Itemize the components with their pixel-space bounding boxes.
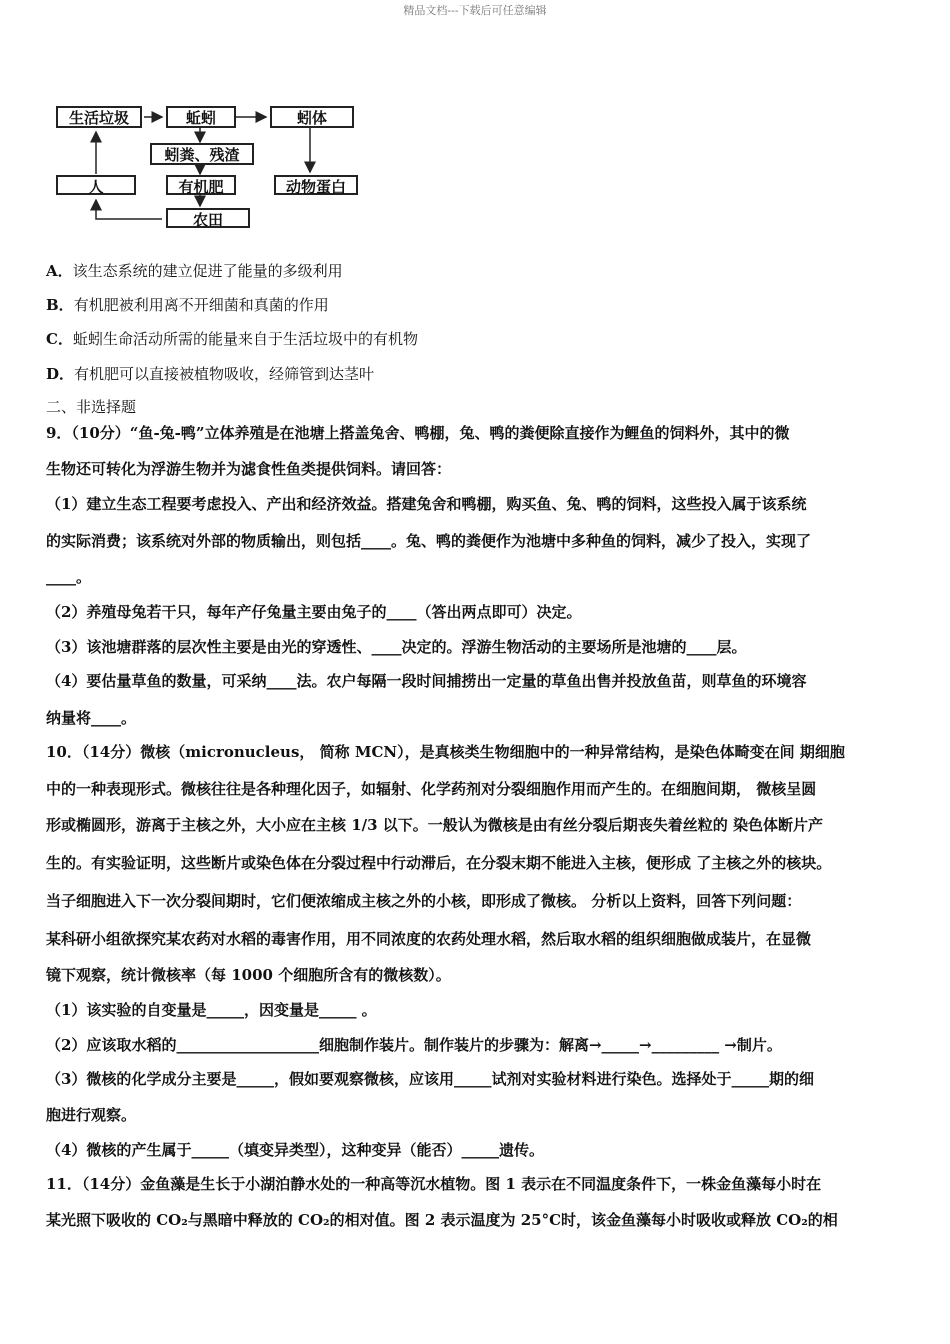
box-garbage: 生活垃圾 — [56, 106, 142, 128]
q9-line-4: 的实际消费；该系统对外部的物质输出，则包括____。兔、鸭的粪便作为池塘中多种鱼的饲料，减少了投入，实现了 — [46, 532, 812, 550]
q10-line-10: （3）微核的化学成分主要是_____，假如要观察微核，应该用_____试剂对实验材料进行染色。选择处于_____期的细 — [46, 1070, 814, 1088]
box-fertilizer: 有机肥 — [166, 175, 236, 195]
box-animal-protein: 动物蛋白 — [274, 175, 358, 195]
q9-line-9: 纳量将____。 — [46, 709, 137, 727]
box-worm-dung: 蚓粪、残渣 — [150, 143, 254, 165]
option-b — [46, 295, 916, 315]
option-b-text: 有机肥被利用离不开细菌和真菌的作用 — [73, 296, 329, 314]
flow-diagram — [52, 100, 372, 235]
option-a — [46, 261, 916, 281]
q11-line-1: 11．（14分）金鱼藻是生长于小湖泊静水处的一种高等沉水植物。图 1 表示在不同温度条件下，一株金鱼藻每小时在 — [46, 1175, 822, 1193]
box-earthworm: 蚯蚓 — [166, 106, 236, 128]
option-d — [46, 364, 916, 384]
q11-line-2: 某光照下吸收的 CO₂与黑暗中释放的 CO₂的相对值。图 2 表示温度为 25°C时，该金鱼藻每小时吸收或释放 CO₂的相 — [46, 1211, 838, 1229]
q10-line-11: 胞进行观察。 — [46, 1106, 137, 1124]
q10-line-9: （2）应该取水稻的___________________细胞制作装片。制作装片的步骤为：解离→_____→_________ →制片。 — [46, 1036, 782, 1054]
box-person: 人 — [56, 175, 136, 195]
q10-line-2: 中的一种表现形式。微核往往是各种理化因子，如辐射、化学药剂对分裂细胞作用而产生的。在细胞间期， 微核呈圆 — [46, 780, 817, 798]
section-heading: 二、非选择题 — [46, 398, 137, 416]
q9-line-3: （1）建立生态工程要考虑投入、产出和经济效益。搭建兔舍和鸭棚，购买鱼、兔、鸭的饲料，这些投入属于该系统 — [46, 495, 807, 513]
q10-line-3: 形或椭圆形，游离于主核之外，大小应在主核 1/3 以下。一般认为微核是由有丝分裂后期丧失着丝粒的 染色体断片产 — [46, 816, 824, 834]
option-b-label: B． — [46, 296, 74, 314]
q9-line-8: （4）要估量草鱼的数量，可采纳____法。农户每隔一段时间捕捞出一定量的草鱼出售并投放鱼苗，则草鱼的环境容 — [46, 672, 807, 690]
option-a-text: 该生态系统的建立促进了能量的多级利用 — [72, 262, 343, 280]
q10-line-12: （4）微核的产生属于_____（填变异类型），这种变异（能否）_____遗传。 — [46, 1141, 544, 1159]
box-worm-body: 蚓体 — [270, 106, 354, 128]
box-farmland: 农田 — [166, 208, 250, 228]
q10-line-5: 当子细胞进入下一次分裂间期时，它们便浓缩成主核之外的小核，即形成了微核。 分析以上资料，回答下列问题： — [46, 892, 802, 910]
q10-line-4: 生的。有实验证明，这些断片或染色体在分裂过程中行动滞后，在分裂末期不能进入主核，便形成 了主核之外的核块。 — [46, 854, 832, 872]
option-c — [46, 329, 916, 349]
option-c-text: 蚯蚓生命活动所需的能量来自于生活垃圾中的有机物 — [72, 330, 418, 348]
q10-line-7: 镜下观察，统计微核率（每 1000 个细胞所含有的微核数）。 — [46, 966, 451, 984]
option-d-text: 有机肥可以直接被植物吸收，经筛管到达茎叶 — [74, 365, 375, 383]
q10-line-1: 10．（14分）微核（micronucleus， 简称 MCN），是真核类生物细胞中的一种异常结构，是染色体畸变在间 期细胞 — [46, 743, 845, 761]
q9-line-5: ____。 — [46, 568, 92, 586]
option-d-label: D． — [46, 365, 75, 383]
page-header: 精品文档---下载后可任意编辑 — [403, 4, 547, 17]
q9-line-6: （2）养殖母兔若干只，每年产仔兔量主要由兔子的____（答出两点即可）决定。 — [46, 603, 582, 621]
q9-line-1: 9．（10分）“鱼-兔-鸭”立体养殖是在池塘上搭盖兔舍、鸭棚，兔、鸭的粪便除直接作为鲤鱼的饲料外，其中的微 — [46, 424, 790, 442]
option-c-label: C． — [46, 330, 73, 348]
q9-line-7: （3）该池塘群落的层次性主要是由光的穿透性、____决定的。浮游生物活动的主要场所是池塘的____层。 — [46, 638, 747, 656]
q10-line-8: （1）该实验的自变量是_____，因变量是_____ 。 — [46, 1001, 377, 1019]
option-a-label: A． — [46, 262, 73, 280]
q10-line-6: 某科研小组欲探究某农药对水稻的毒害作用，用不同浓度的农药处理水稻，然后取水稻的组织细胞做成装片，在显微 — [46, 930, 812, 948]
q9-line-2: 生物还可转化为浮游生物并为滤食性鱼类提供饲料。请回答： — [46, 460, 452, 478]
